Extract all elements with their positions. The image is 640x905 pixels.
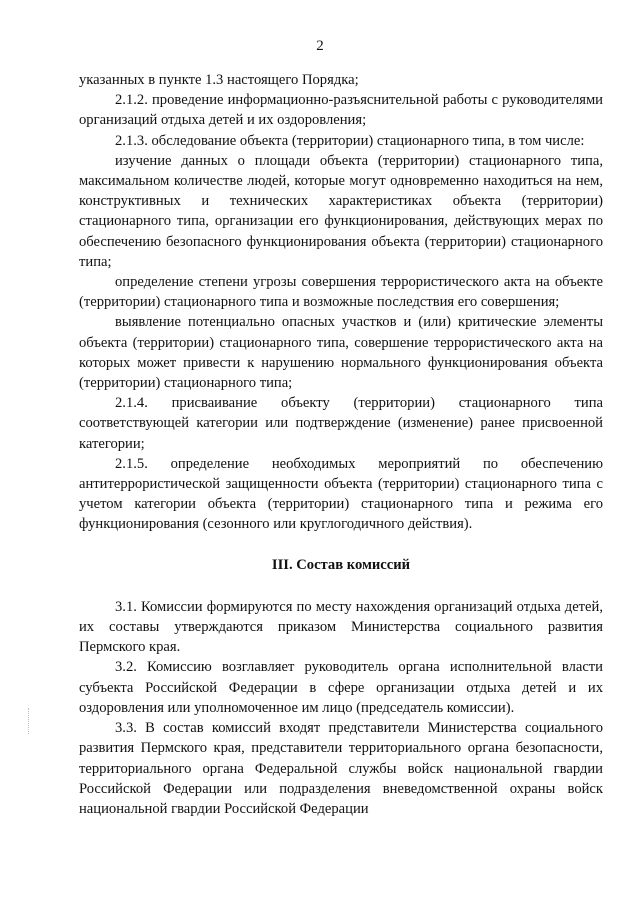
document-body	[79, 70, 603, 819]
paragraph-3-1: 3.1. Комиссии формируются по месту нахождения организаций отдыха детей, их составы утверждаются приказом Министерства социального развития Пермского края.	[79, 598, 603, 656]
scan-margin-mark	[28, 708, 30, 734]
page-number: 2	[316, 38, 324, 54]
paragraph-2-1-4: 2.1.4. присваивание объекту (территории) стационарного типа соответствующей категории или подтверждение (изменение) ранее присвоенной категории;	[79, 395, 603, 452]
paragraph-3-3: 3.3. В состав комиссий входят представители Министерства социального развития Пермского края, представители территориального органа безопасности, территориального органа Федеральной службы войск национальной гвардии Российской Федерации или подразделения вневедомственной охраны войск национальной гвардии Российской Федерации	[79, 720, 603, 817]
paragraph-dangerous-areas: выявление потенциально опасных участков и (или) критические элементы объекта (территории) стационарного типа, совершение террористического акта на которых может привести к нарушению нормального функционирования объекта (территории) стационарного типа;	[79, 314, 603, 392]
paragraph-2-1-2: 2.1.2. проведение информационно-разъяснительной работы с руководителями организаций отдыха детей и их оздоровления;	[79, 92, 603, 129]
section-heading: III. Состав комиссий	[271, 556, 411, 573]
spacer	[79, 535, 603, 555]
spacer	[79, 575, 603, 597]
paragraph-2-1-5: 2.1.5. определение необходимых мероприятий по обеспечению антитеррористической защищенности объекта (территории) стационарного типа с учетом категории объекта (территории) стационарного типа и режима его функционирования (сезонного или круглогодичного действия).	[79, 455, 603, 533]
paragraph-2-1-3: 2.1.3. обследование объекта (территории) стационарного типа, в том числе:	[115, 132, 585, 149]
paragraph-3-2: 3.2. Комиссию возглавляет руководитель органа исполнительной власти субъекта Российской Федерации в сфере организации отдыха детей и их оздоровления или уполномоченное им лицо (председатель комиссии).	[79, 659, 603, 716]
paragraph-threat-level: определение степени угрозы совершения террористического акта на объекте (территории) стационарного типа и возможные последствия его совершения;	[79, 274, 603, 311]
paragraph-continuation: указанных в пункте 1.3 настоящего Порядка;	[79, 72, 359, 88]
paragraph-study-data: изучение данных о площади объекта (территории) стационарного типа, максимальном количестве людей, которые могут одновременно находиться на нем, конструктивных и технических характеристиках объекта (территории) стационарного типа, организации его функционирования, действующих мерах по обеспечению безопасного функционирования объекта (территории) стационарного типа;	[79, 152, 603, 270]
